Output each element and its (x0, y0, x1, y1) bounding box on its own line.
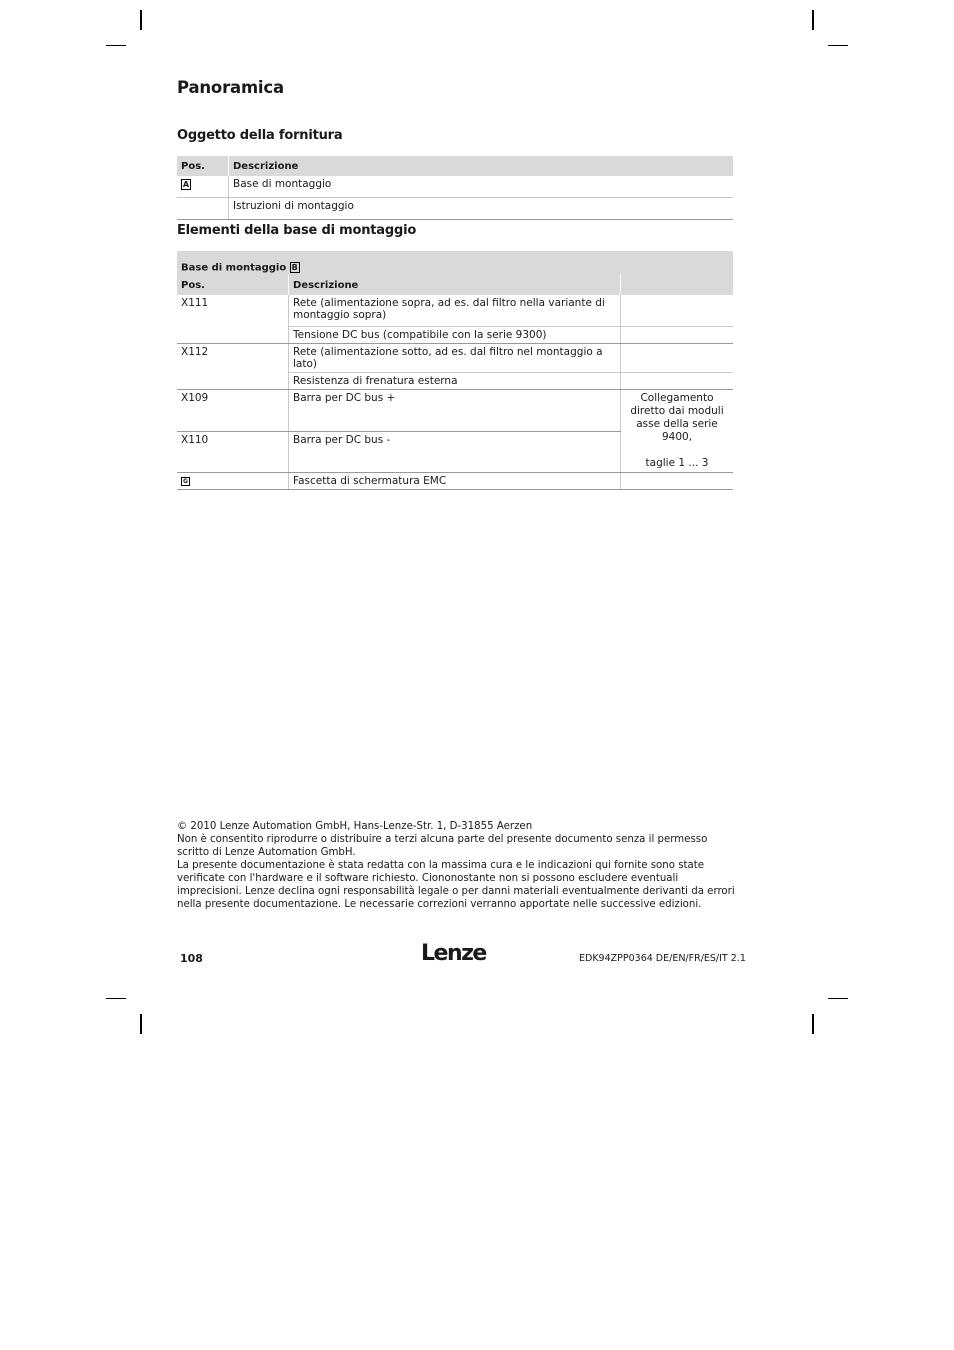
disclaimer-text: La presente documentazione è stata redatta con la massima cura e le indicazioni qui fornite sono state verificate con l'hardware e il software richiesto. Ciononostante non si possono escludere eventuali imprecisioni. Lenze declina ogni responsabilità legale o per danni materiali eventualmente derivanti da errori nella presente documentazione. Le necessarie correzioni verranno apportate nelle successive edizioni. (177, 860, 735, 910)
crop-mark (140, 10, 142, 30)
pos-cell: X112 (177, 344, 289, 390)
note-cell (621, 473, 734, 490)
pos-box-label: G (181, 477, 190, 486)
table-header-row (177, 275, 733, 295)
table-row (177, 344, 733, 373)
crop-mark (828, 998, 848, 999)
pos-cell: X111 (177, 295, 289, 344)
rights-text: Non è consentito riprodurre o distribuire a terzi alcuna parte del presente documento senza il permesso scritto di Lenze Automation GmbH. (177, 834, 708, 858)
table-row (177, 390, 733, 432)
table-row (177, 176, 733, 198)
header-note (621, 275, 734, 295)
header-pos: Pos. (177, 156, 229, 176)
elements-heading: Elementi della base di montaggio (177, 223, 417, 238)
desc-cell: Barra per DC bus + (289, 390, 621, 432)
page-title: Panoramica (177, 78, 284, 97)
desc-cell: Rete (alimentazione sotto, ad es. dal filtro nel montaggio a lato) (289, 344, 621, 373)
desc-cell: Fascetta di schermatura EMC (289, 473, 621, 490)
header-desc: Descrizione (229, 156, 734, 176)
desc-cell: Tensione DC bus (compatibile con la serie 9300) (289, 327, 621, 344)
group-header-row (177, 251, 733, 275)
brand-logo: Lenze (421, 941, 486, 966)
crop-mark (812, 1014, 814, 1034)
crop-mark (140, 1014, 142, 1034)
elements-table (177, 251, 733, 490)
note-cell (621, 295, 734, 327)
table-header-row (177, 156, 733, 176)
pos-cell (177, 473, 289, 490)
header-desc: Descrizione (289, 275, 621, 295)
connection-note (621, 390, 734, 473)
desc-cell: Base di montaggio (229, 176, 734, 198)
desc-cell: Barra per DC bus - (289, 431, 621, 473)
desc-cell: Rete (alimentazione sopra, ad es. dal filtro nella variante di montaggio sopra) (289, 295, 621, 327)
page-number: 108 (180, 952, 203, 965)
pos-cell: X110 (177, 431, 289, 473)
pos-cell: X109 (177, 390, 289, 432)
delivery-heading: Oggetto della fornitura (177, 128, 343, 143)
note-cell (621, 344, 734, 373)
pos-cell (177, 176, 229, 198)
crop-mark (812, 10, 814, 30)
pos-cell (177, 198, 229, 220)
note-cell (621, 373, 734, 390)
connection-note-sizes: taglie 1 ... 3 (645, 457, 709, 469)
desc-cell: Resistenza di frenatura esterna (289, 373, 621, 390)
table-row (177, 198, 733, 220)
pos-box-label: A (182, 179, 190, 189)
header-pos: Pos. (177, 275, 289, 295)
desc-cell: Istruzioni di montaggio (229, 198, 734, 220)
delivery-table (177, 156, 733, 220)
table-row (177, 473, 733, 490)
group-label (177, 251, 733, 275)
table-row (177, 295, 733, 327)
crop-mark (106, 45, 126, 46)
legal-notice (177, 820, 737, 911)
connection-note-text: Collegamento diretto dai moduli asse della serie 9400, (630, 392, 724, 443)
copyright-text: © 2010 Lenze Automation GmbH, Hans-Lenze-Str. 1, D-31855 Aerzen (177, 821, 533, 832)
document-code: EDK94ZPP0364 DE/EN/FR/ES/IT 2.1 (579, 953, 746, 964)
crop-mark (828, 45, 848, 46)
note-cell (621, 327, 734, 344)
crop-mark (106, 998, 126, 999)
group-label-text: Base di montaggio (181, 262, 287, 273)
group-box-label: B (291, 262, 298, 272)
